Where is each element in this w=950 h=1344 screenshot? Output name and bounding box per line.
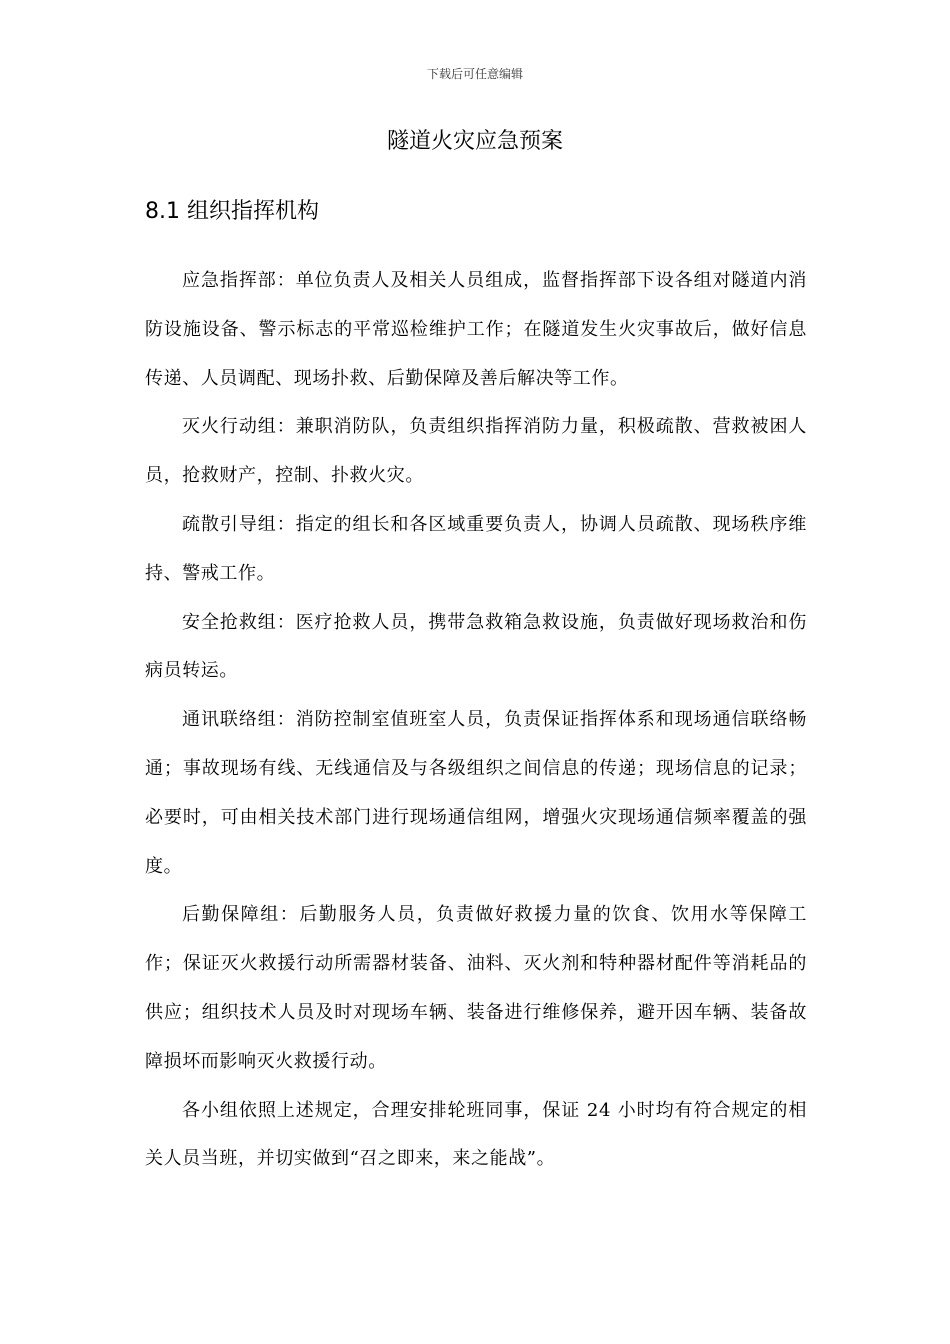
paragraph-command-center: 应急指挥部：单位负责人及相关人员组成，监督指挥部下设各组对隧道内消防设施设备、警示标志的平常巡检维护工作；在隧道发生火灾事故后，做好信息传递、人员调配、现场扑救、后勤保障及善后解决等工作。 (145, 270, 807, 389)
document-body (145, 257, 807, 1184)
paragraph-shift-rules: 各小组依照上述规定，合理安排轮班同事，保证 24 小时均有符合规定的相关人员当班，并切实做到“召之即来，来之能战”。 (145, 1099, 807, 1170)
paragraph-logistics-team: 后勤保障组：后勤服务人员，负责做好救援力量的饮食、饮用水等保障工作；保证灭火救援行动所需器材装备、油料、灭火剂和特种器材配件等消耗品的供应；组织技术人员及时对现场车辆、装备进行维修保养，避开因车辆、装备故障损坏而影响灭火救援行动。 (145, 904, 807, 1072)
paragraph-firefighting-team: 灭火行动组：兼职消防队，负责组织指挥消防力量，积极疏散、营救被困人员，抢救财产，控制、扑救火灾。 (145, 416, 807, 487)
paragraph-communication-team: 通讯联络组：消防控制室值班室人员，负责保证指挥体系和现场通信联络畅通；事故现场有线、无线通信及与各级组织之间信息的传递；现场信息的记录；必要时，可由相关技术部门进行现场通信组网，增强火灾现场通信频率覆盖的强度。 (145, 709, 807, 877)
section-heading: 8.1 组织指挥机构 (145, 199, 319, 224)
paragraph-rescue-team: 安全抢救组：医疗抢救人员，携带急救箱急救设施，负责做好现场救治和伤病员转运。 (145, 611, 807, 682)
document-title: 隧道火灾应急预案 (386, 129, 563, 154)
paragraph-evacuation-team: 疏散引导组：指定的组长和各区域重要负责人，协调人员疏散、现场秩序维持、警戒工作。 (145, 513, 807, 584)
page-header-note: 下载后可任意编辑 (426, 67, 523, 81)
